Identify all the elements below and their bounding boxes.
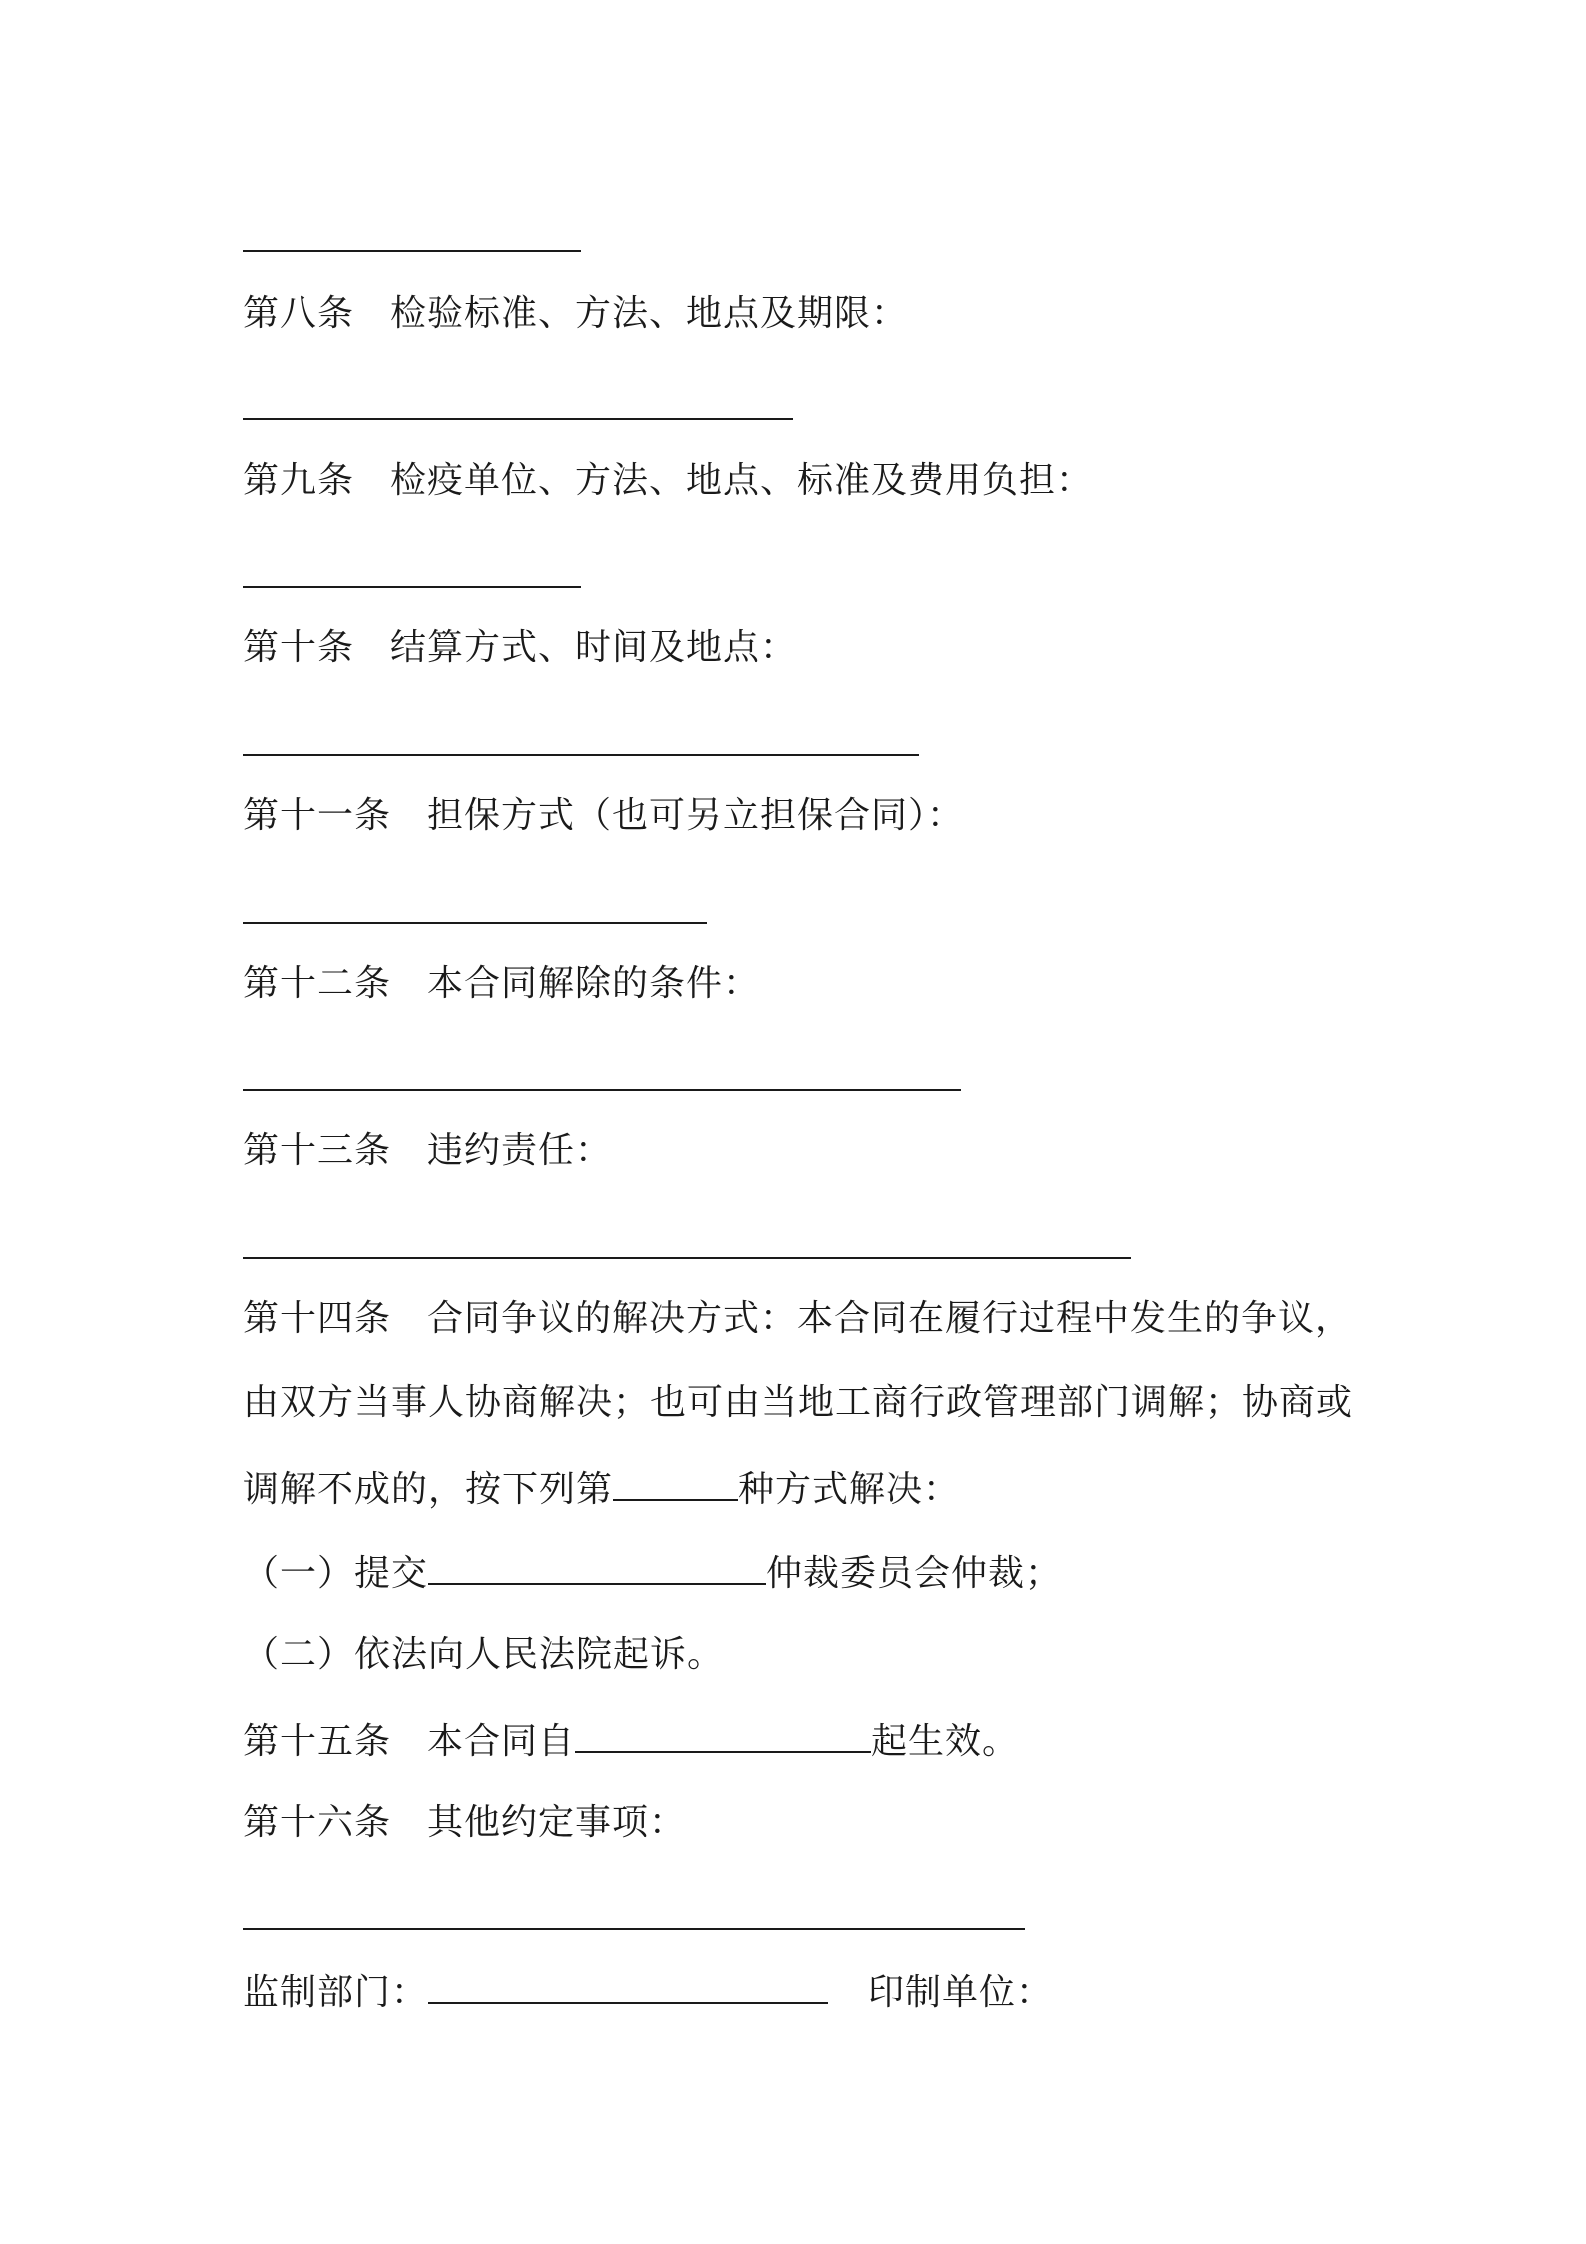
fill-blank <box>575 1715 871 1753</box>
fill-blank-line <box>243 586 581 588</box>
fill-blank <box>613 1463 738 1501</box>
article-text: 违约责任： <box>427 1130 613 1171</box>
article-16 <box>243 1799 686 1847</box>
article-number: 第八条 <box>243 293 355 334</box>
article-9 <box>243 457 1093 505</box>
article-text: 检验标准、方法、地点及期限： <box>390 293 909 334</box>
article-8 <box>243 290 908 338</box>
article-13 <box>243 1127 612 1175</box>
article-text: 种方式解决： <box>738 1469 961 1510</box>
supervisor-label: 监制部门： <box>243 1972 429 2013</box>
article-15 <box>243 1715 1019 1766</box>
article-12 <box>243 960 760 1008</box>
article-text: 检疫单位、方法、地点、标准及费用负担： <box>390 460 1094 501</box>
article-number: 第十四条 <box>243 1298 392 1339</box>
article-text: 起生效。 <box>871 1721 1020 1762</box>
fill-blank-line <box>243 418 793 420</box>
article-number: 第九条 <box>243 460 355 501</box>
fill-blank-line <box>243 1257 1131 1259</box>
article-text: 其他约定事项： <box>427 1802 687 1843</box>
fill-blank-line <box>243 1089 961 1091</box>
printer-label: 印制单位： <box>868 1972 1054 2013</box>
article-text: 本合同自 <box>427 1721 576 1762</box>
article-text: 担保方式（也可另立担保合同）： <box>427 795 965 836</box>
option-2 <box>243 1631 724 1679</box>
article-number: 第十三条 <box>243 1130 392 1171</box>
fill-blank-line <box>243 922 707 924</box>
article-14 <box>243 1295 1352 1343</box>
fill-blank <box>428 1966 828 2004</box>
article-14-line-3 <box>243 1463 960 1514</box>
article-11 <box>243 792 964 840</box>
article-number: 第十六条 <box>243 1802 392 1843</box>
article-text: 合同争议的解决方式：本合同在履行过程中发生的争议， <box>427 1298 1353 1339</box>
article-text: 本合同解除的条件： <box>427 963 761 1004</box>
article-text: 结算方式、时间及地点： <box>390 627 798 668</box>
article-number: 第十一条 <box>243 795 392 836</box>
option-text: （一）提交 <box>243 1553 429 1594</box>
footer <box>243 1966 1053 2017</box>
option-1 <box>243 1547 1062 1598</box>
option-text: （二）依法向人民法院起诉。 <box>243 1634 725 1675</box>
article-number: 第十条 <box>243 627 355 668</box>
fill-blank <box>428 1547 766 1585</box>
option-text: 仲裁委员会仲裁； <box>766 1553 1063 1594</box>
fill-blank-line <box>243 250 581 252</box>
article-number: 第十二条 <box>243 963 392 1004</box>
article-text: 调解不成的，按下列第 <box>243 1469 614 1510</box>
fill-blank-line <box>243 1928 1025 1930</box>
article-14-line-2 <box>243 1379 1353 1427</box>
fill-blank-line <box>243 754 919 756</box>
article-10 <box>243 624 797 672</box>
article-number: 第十五条 <box>243 1721 392 1762</box>
article-text: 由双方当事人协商解决；也可由当地工商行政管理部门调解；协商或 <box>243 1382 1354 1423</box>
